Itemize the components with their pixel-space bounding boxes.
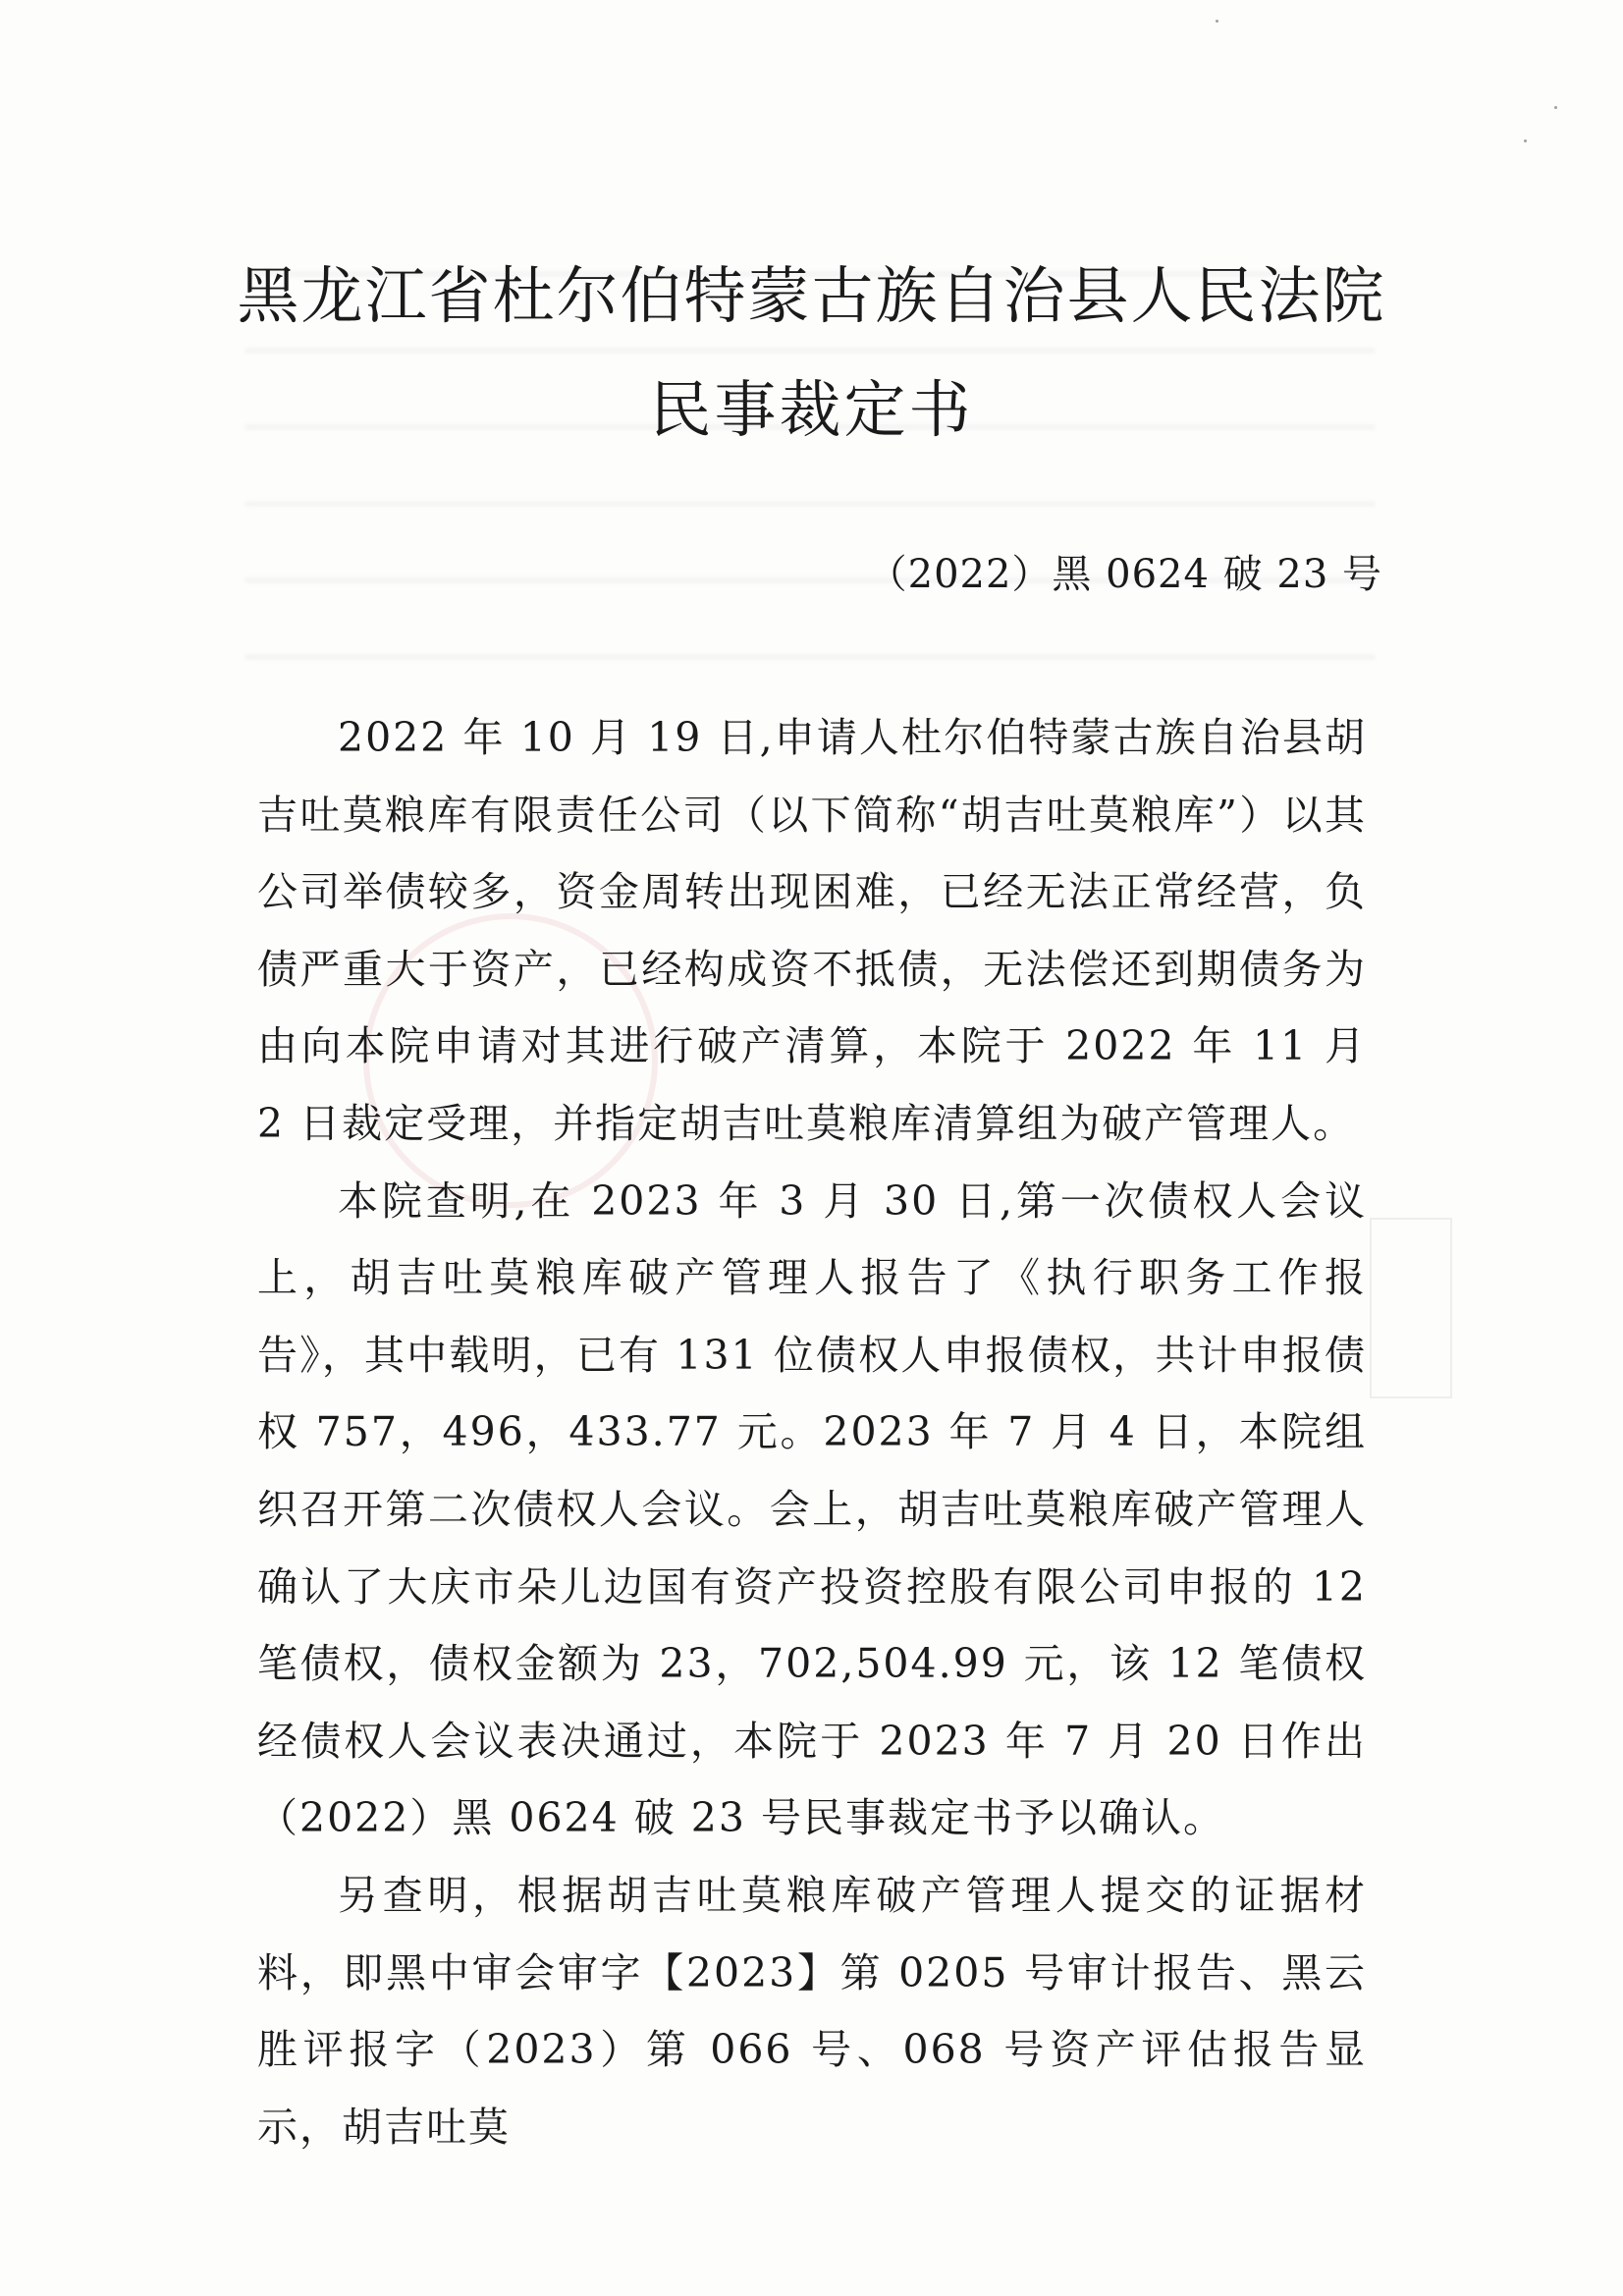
case-number: （2022）黑 0624 破 23 号 xyxy=(867,552,1382,597)
paragraph-filing: 2022 年 10 月 19 日,申请人杜尔伯特蒙古族自治县胡吉吐莫粮库有限责任公司（以下简称“胡吉吐莫粮库”）以其公司举债较多，资金周转出现困难，已经无法正常经营，负债严重大于资产，已经构成资不抵债，无法偿还到期债务为由向本院申请对其进行破产清算，本院于 2022 年 11 月 2 日裁定受理，并指定胡吉吐莫粮库清算组为破产管理人。 xyxy=(257,714,1367,1147)
scan-speck xyxy=(1554,106,1557,109)
document-body xyxy=(257,699,1367,2165)
document-type-title: 民事裁定书 xyxy=(649,374,974,446)
scan-speck xyxy=(1524,139,1527,142)
court-name: 黑龙江省杜尔伯特蒙古族自治县人民法院 xyxy=(237,260,1386,332)
scan-speck xyxy=(1216,20,1218,23)
paragraph-further-findings: 另查明，根据胡吉吐莫粮库破产管理人提交的证据材料，即黑中审会审字【2023】第 0205 号审计报告、黑云胜评报字（2023）第 066 号、068 号资产评估报告显示，胡吉吐莫 xyxy=(257,1871,1367,2151)
paragraph-findings: 本院查明,在 2023 年 3 月 30 日,第一次债权人会议上，胡吉吐莫粮库破产管理人报告了《执行职务工作报告》，其中载明，已有 131 位债权人申报债权，共计申报债权 757，496，433.77 元。2023 年 7 月 4 日，本院组织召开第二次债权人会议。会上，胡吉吐莫粮库破产管理人确认了大庆市朵儿边国有资产投资控股有限公司申报的 12 笔债权，债权金额为 23，702,504.99 元，该 12 笔债权经债权人会议表决通过，本院于 2023 年 7 月 20 日作出（2022）黑 0624 破 23 号民事裁定书予以确认。 xyxy=(257,1176,1367,1842)
bleed-through-mark xyxy=(1370,1218,1452,1398)
